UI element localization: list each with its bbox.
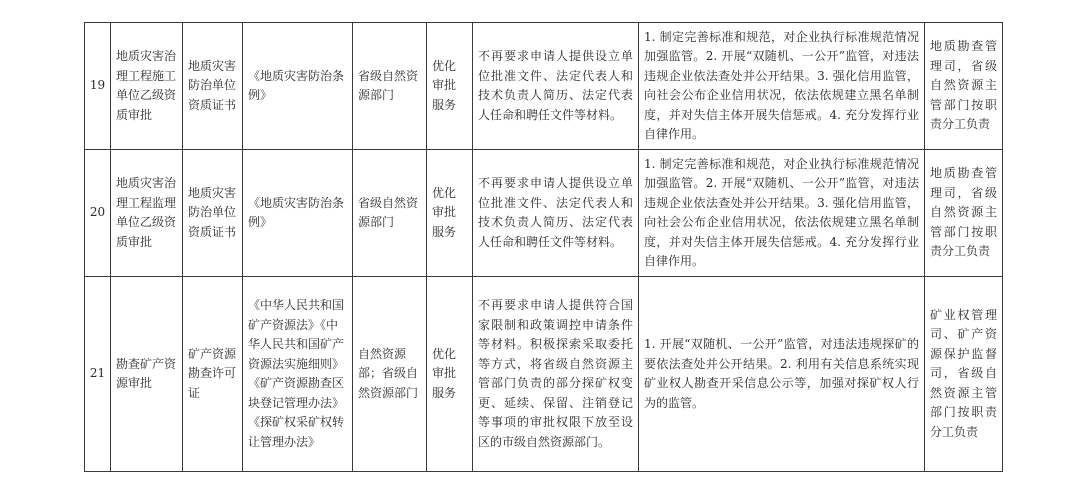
row-number: 19 — [85, 23, 111, 150]
reform-mode: 优化审批服务 — [427, 277, 473, 472]
legal-basis: 《中华人民共和国矿产资源法》《中华人民共和国矿产资源法实施细则》《矿产资源勘查区块登记管理办法》《探矿权采矿权转让管理办法》 — [243, 277, 353, 472]
supervision-measures: 1. 制定完善标准和规范，对企业执行标准规范情况加强监管。2. 开展“双随机、一公开”监管，对违法违规企业依法查处并公开结果。3. 强化信用监管，向社会公布企业信用状况，依法依规建立黑名单制度，并对失信主体开展失信惩戒。4. 充分发挥行业自律作用。 — [639, 23, 925, 150]
certificate-name: 矿产资源勘查许可证 — [183, 277, 243, 472]
certificate-name: 地质灾害防治单位资质证书 — [183, 150, 243, 277]
reform-mode: 优化审批服务 — [427, 150, 473, 277]
item-name: 勘查矿产资源审批 — [111, 277, 183, 472]
reform-measures: 不再要求申请人提供符合国家限制和政策调控申请条件等材料。积极探索采取委托等方式，将省级自然资源主管部门负责的部分探矿权变更、延续、保留、注销登记等事项的审批权限下放至设区的市级自然资源部门。 — [473, 277, 639, 472]
supervision-measures: 1. 开展“双随机、一公开”监管，对违法违规探矿的要依法查处并公开结果。2. 利用有关信息系统实现矿业权人勘查开采信息公示等，加强对探矿权人行为的监管。 — [639, 277, 925, 472]
table-row — [85, 23, 1003, 150]
responsible-division: 地质勘查管理司，省级自然资源主管部门按职责分工负责 — [925, 23, 1003, 150]
approval-department: 省级自然资源部门 — [353, 23, 427, 150]
reform-measures: 不再要求申请人提供设立单位批准文件、法定代表人和技术负责人简历、法定代表人任命和聘任文件等材料。 — [473, 23, 639, 150]
legal-basis: 《地质灾害防治条例》 — [243, 150, 353, 277]
responsible-division: 地质勘查管理司，省级自然资源主管部门按职责分工负责 — [925, 150, 1003, 277]
approval-department: 省级自然资源部门 — [353, 150, 427, 277]
item-name: 地质灾害治理工程施工单位乙级资质审批 — [111, 23, 183, 150]
table-row — [85, 277, 1003, 472]
reform-measures: 不再要求申请人提供设立单位批准文件、法定代表人和技术负责人简历、法定代表人任命和聘任文件等材料。 — [473, 150, 639, 277]
row-number: 20 — [85, 150, 111, 277]
policy-table — [84, 22, 1003, 472]
row-number: 21 — [85, 277, 111, 472]
item-name: 地质灾害治理工程监理单位乙级资质审批 — [111, 150, 183, 277]
certificate-name: 地质灾害防治单位资质证书 — [183, 23, 243, 150]
reform-mode: 优化审批服务 — [427, 23, 473, 150]
supervision-measures: 1. 制定完善标准和规范，对企业执行标准规范情况加强监管。2. 开展“双随机、一公开”监管，对违法违规企业依法查处并公开结果。3. 强化信用监管，向社会公布企业信用状况，依法依规建立黑名单制度，并对失信主体开展失信惩戒。4. 充分发挥行业自律作用。 — [639, 150, 925, 277]
responsible-division: 矿业权管理司、矿产资源保护监督司，省级自然资源主管部门按职责分工负责 — [925, 277, 1003, 472]
table-row — [85, 150, 1003, 277]
legal-basis: 《地质灾害防治条例》 — [243, 23, 353, 150]
approval-department: 自然资源部；省级自然资源部门 — [353, 277, 427, 472]
